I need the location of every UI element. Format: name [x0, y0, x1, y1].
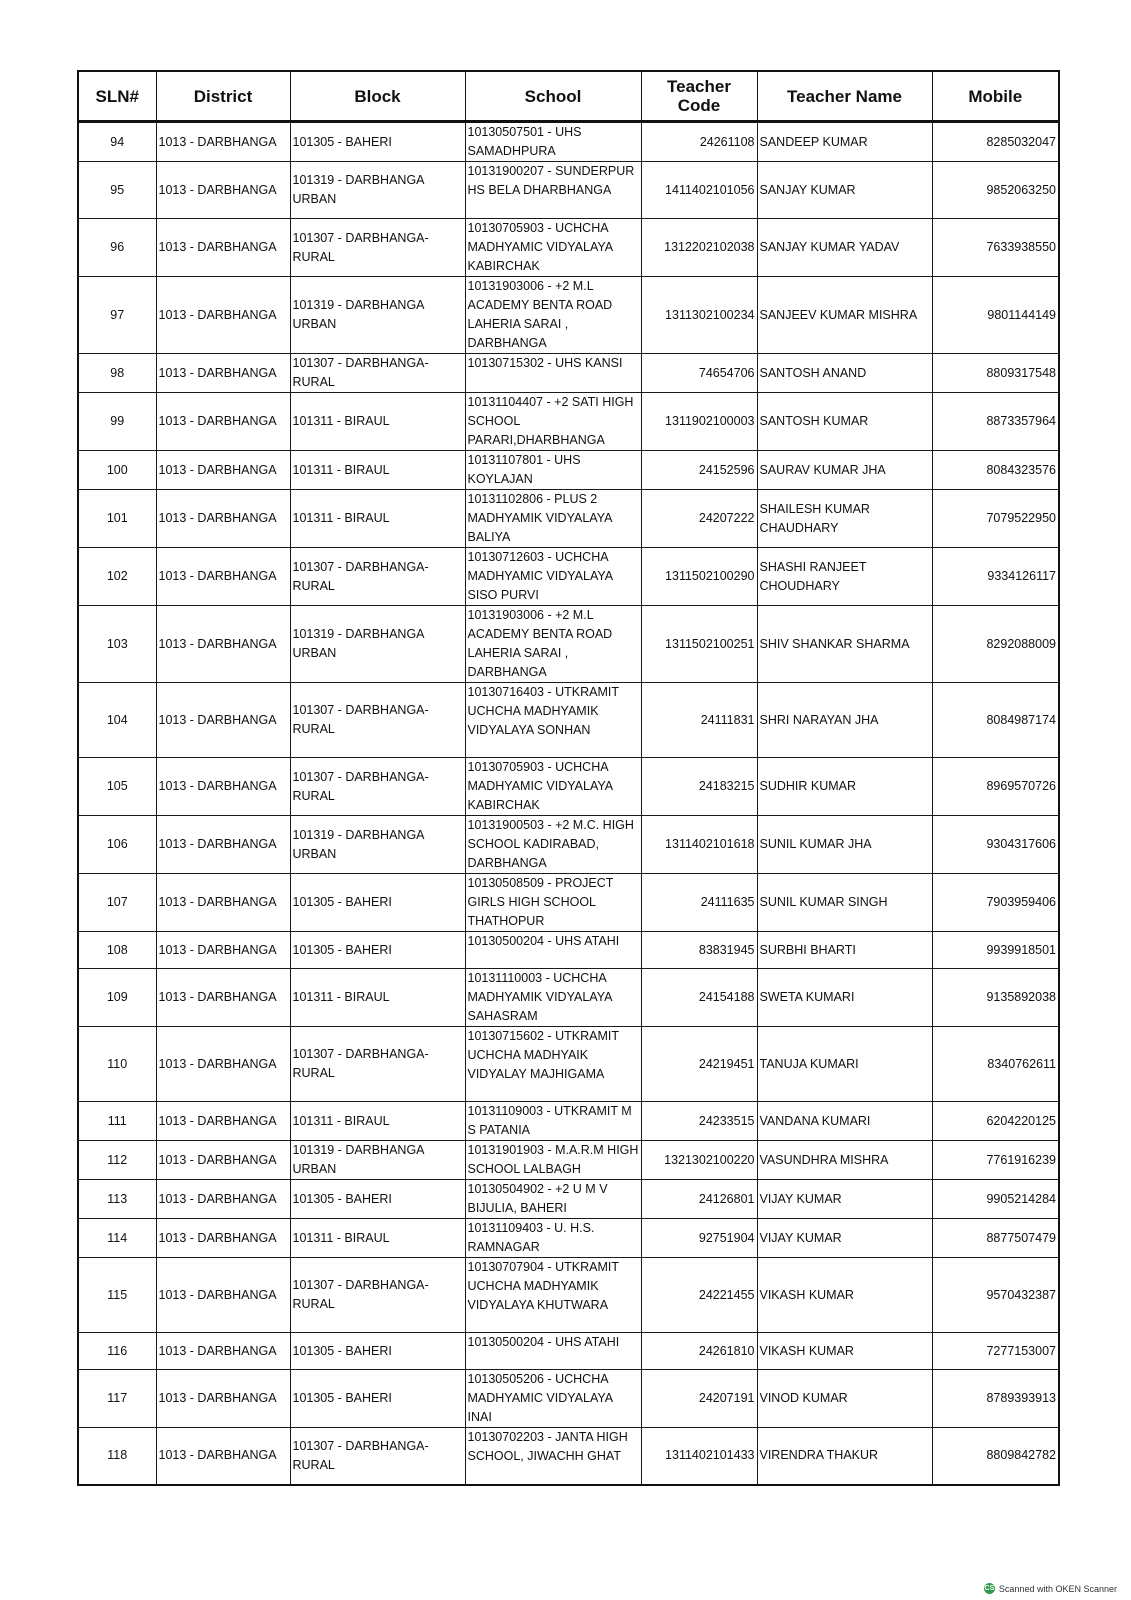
cell-teacher-code: 24233515 — [641, 1102, 757, 1141]
scanner-watermark — [984, 1583, 1117, 1594]
cell-teacher-code: 1312202102038 — [641, 219, 757, 277]
cell-school: 10130702203 - JANTA HIGH SCHOOL, JIWACHH GHAT — [465, 1428, 641, 1485]
cell-teacher-code: 74654706 — [641, 354, 757, 393]
table-row — [78, 1333, 1059, 1370]
table-row — [78, 548, 1059, 606]
cell-school: 10131903006 - +2 M.L ACADEMY BENTA ROAD LAHERIA SARAI , DARBHANGA — [465, 277, 641, 354]
cell-sln: 114 — [78, 1219, 156, 1258]
cell-mobile: 8789393913 — [932, 1370, 1059, 1428]
cell-teacher-name: SANDEEP KUMAR — [757, 122, 932, 162]
cell-block: 101307 - DARBHANGA-RURAL — [290, 219, 465, 277]
cell-teacher-code: 1311402101433 — [641, 1428, 757, 1485]
cell-sln: 111 — [78, 1102, 156, 1141]
col-header-block: Block — [290, 71, 465, 122]
cell-mobile: 8084323576 — [932, 451, 1059, 490]
cell-teacher-code: 1311302100234 — [641, 277, 757, 354]
cell-school: 10131903006 - +2 M.L ACADEMY BENTA ROAD LAHERIA SARAI , DARBHANGA — [465, 606, 641, 683]
cell-teacher-name: SANTOSH KUMAR — [757, 393, 932, 451]
cell-sln: 98 — [78, 354, 156, 393]
table-row — [78, 606, 1059, 683]
cell-sln: 108 — [78, 932, 156, 969]
cell-block: 101307 - DARBHANGA-RURAL — [290, 548, 465, 606]
cell-sln: 110 — [78, 1027, 156, 1102]
table-row — [78, 1027, 1059, 1102]
cell-school: 10131110003 - UCHCHA MADHYAMIK VIDYALAYA SAHASRAM — [465, 969, 641, 1027]
cell-sln: 105 — [78, 758, 156, 816]
table-row — [78, 162, 1059, 219]
cell-district: 1013 - DARBHANGA — [156, 1219, 290, 1258]
cell-mobile: 7277153007 — [932, 1333, 1059, 1370]
cell-block: 101319 - DARBHANGA URBAN — [290, 816, 465, 874]
col-header-sln: SLN# — [78, 71, 156, 122]
cell-teacher-code: 24111635 — [641, 874, 757, 932]
cell-teacher-name: SANJEEV KUMAR MISHRA — [757, 277, 932, 354]
cell-district: 1013 - DARBHANGA — [156, 122, 290, 162]
cell-sln: 102 — [78, 548, 156, 606]
cell-district: 1013 - DARBHANGA — [156, 1102, 290, 1141]
cell-district: 1013 - DARBHANGA — [156, 393, 290, 451]
cell-mobile: 9939918501 — [932, 932, 1059, 969]
cell-sln: 103 — [78, 606, 156, 683]
cell-school: 10130715302 - UHS KANSI — [465, 354, 641, 393]
cell-district: 1013 - DARBHANGA — [156, 162, 290, 219]
cell-school: 10131900207 - SUNDERPUR HS BELA DHARBHANGA — [465, 162, 641, 219]
cell-sln: 118 — [78, 1428, 156, 1485]
cell-block: 101319 - DARBHANGA URBAN — [290, 1141, 465, 1180]
cell-mobile: 9334126117 — [932, 548, 1059, 606]
cell-block: 101307 - DARBHANGA-RURAL — [290, 758, 465, 816]
cell-school: 10130705903 - UCHCHA MADHYAMIC VIDYALAYA KABIRCHAK — [465, 758, 641, 816]
col-header-teacher-name: Teacher Name — [757, 71, 932, 122]
cell-district: 1013 - DARBHANGA — [156, 1333, 290, 1370]
table-row — [78, 1370, 1059, 1428]
cell-school: 10130716403 - UTKRAMIT UCHCHA MADHYAMIK VIDYALAYA SONHAN — [465, 683, 641, 758]
cell-sln: 101 — [78, 490, 156, 548]
header-row — [78, 71, 1059, 122]
cell-teacher-code: 24152596 — [641, 451, 757, 490]
table-row — [78, 1219, 1059, 1258]
cell-block: 101311 - BIRAUL — [290, 969, 465, 1027]
table-row — [78, 1428, 1059, 1485]
cell-mobile: 8340762611 — [932, 1027, 1059, 1102]
table-row — [78, 1258, 1059, 1333]
col-header-teacher-code: Teacher Code — [641, 71, 757, 122]
cell-block: 101305 - BAHERI — [290, 932, 465, 969]
cell-teacher-code: 92751904 — [641, 1219, 757, 1258]
cell-district: 1013 - DARBHANGA — [156, 1258, 290, 1333]
cell-mobile: 8873357964 — [932, 393, 1059, 451]
cell-teacher-code: 1321302100220 — [641, 1141, 757, 1180]
cell-block: 101307 - DARBHANGA-RURAL — [290, 683, 465, 758]
cell-district: 1013 - DARBHANGA — [156, 874, 290, 932]
cell-block: 101311 - BIRAUL — [290, 490, 465, 548]
cell-teacher-name: SHRI NARAYAN JHA — [757, 683, 932, 758]
cell-school: 10131109003 - UTKRAMIT M S PATANIA — [465, 1102, 641, 1141]
col-header-mobile: Mobile — [932, 71, 1059, 122]
cell-mobile: 8877507479 — [932, 1219, 1059, 1258]
cell-mobile: 8084987174 — [932, 683, 1059, 758]
cell-sln: 104 — [78, 683, 156, 758]
cell-district: 1013 - DARBHANGA — [156, 1370, 290, 1428]
cell-school: 10130707904 - UTKRAMIT UCHCHA MADHYAMIK VIDYALAYA KHUTWARA — [465, 1258, 641, 1333]
cell-school: 10131102806 - PLUS 2 MADHYAMIK VIDYALAYA BALIYA — [465, 490, 641, 548]
cell-block: 101305 - BAHERI — [290, 122, 465, 162]
cell-mobile: 7903959406 — [932, 874, 1059, 932]
cell-school: 10131107801 - UHS KOYLAJAN — [465, 451, 641, 490]
cell-district: 1013 - DARBHANGA — [156, 490, 290, 548]
cell-district: 1013 - DARBHANGA — [156, 758, 290, 816]
cell-teacher-name: SURBHI BHARTI — [757, 932, 932, 969]
cell-block: 101311 - BIRAUL — [290, 393, 465, 451]
cell-teacher-code: 24261108 — [641, 122, 757, 162]
cell-mobile: 9905214284 — [932, 1180, 1059, 1219]
cell-school: 10130504902 - +2 U M V BIJULIA, BAHERI — [465, 1180, 641, 1219]
cell-district: 1013 - DARBHANGA — [156, 1428, 290, 1485]
cell-sln: 95 — [78, 162, 156, 219]
cell-teacher-name: VINOD KUMAR — [757, 1370, 932, 1428]
cell-block: 101311 - BIRAUL — [290, 451, 465, 490]
cell-district: 1013 - DARBHANGA — [156, 277, 290, 354]
cell-district: 1013 - DARBHANGA — [156, 451, 290, 490]
cell-mobile: 8809317548 — [932, 354, 1059, 393]
table-body — [78, 122, 1059, 1485]
table-row — [78, 1141, 1059, 1180]
cell-teacher-name: TANUJA KUMARI — [757, 1027, 932, 1102]
cell-teacher-code: 24183215 — [641, 758, 757, 816]
cell-sln: 117 — [78, 1370, 156, 1428]
cell-mobile: 9852063250 — [932, 162, 1059, 219]
cell-mobile: 8969570726 — [932, 758, 1059, 816]
cell-district: 1013 - DARBHANGA — [156, 548, 290, 606]
table-row — [78, 969, 1059, 1027]
cell-mobile: 9570432387 — [932, 1258, 1059, 1333]
cell-school: 10130507501 - UHS SAMADHPURA — [465, 122, 641, 162]
table-row — [78, 874, 1059, 932]
cell-mobile: 8292088009 — [932, 606, 1059, 683]
table-row — [78, 683, 1059, 758]
table-row — [78, 932, 1059, 969]
cell-school: 10130705903 - UCHCHA MADHYAMIC VIDYALAYA KABIRCHAK — [465, 219, 641, 277]
scanner-logo-icon: CS — [984, 1585, 995, 1592]
cell-mobile: 9801144149 — [932, 277, 1059, 354]
cell-block: 101305 - BAHERI — [290, 1180, 465, 1219]
cell-mobile: 7633938550 — [932, 219, 1059, 277]
cell-teacher-code: 24154188 — [641, 969, 757, 1027]
cell-school: 10130500204 - UHS ATAHI — [465, 932, 641, 969]
cell-mobile: 8809842782 — [932, 1428, 1059, 1485]
cell-school: 10130715602 - UTKRAMIT UCHCHA MADHYAIK VIDYALAY MAJHIGAMA — [465, 1027, 641, 1102]
cell-teacher-name: SAURAV KUMAR JHA — [757, 451, 932, 490]
cell-sln: 100 — [78, 451, 156, 490]
cell-teacher-name: VIRENDRA THAKUR — [757, 1428, 932, 1485]
cell-block: 101307 - DARBHANGA-RURAL — [290, 1027, 465, 1102]
cell-teacher-code: 1311402101618 — [641, 816, 757, 874]
cell-mobile: 8285032047 — [932, 122, 1059, 162]
cell-mobile: 9135892038 — [932, 969, 1059, 1027]
col-header-school: School — [465, 71, 641, 122]
cell-school: 10130508509 - PROJECT GIRLS HIGH SCHOOL THATHOPUR — [465, 874, 641, 932]
cell-teacher-name: SANJAY KUMAR YADAV — [757, 219, 932, 277]
cell-teacher-code: 24221455 — [641, 1258, 757, 1333]
cell-teacher-code: 24219451 — [641, 1027, 757, 1102]
cell-school: 10130505206 - UCHCHA MADHYAMIC VIDYALAYA INAI — [465, 1370, 641, 1428]
cell-teacher-name: SHIV SHANKAR SHARMA — [757, 606, 932, 683]
cell-sln: 115 — [78, 1258, 156, 1333]
cell-teacher-code: 1311502100251 — [641, 606, 757, 683]
cell-sln: 97 — [78, 277, 156, 354]
table-row — [78, 393, 1059, 451]
cell-district: 1013 - DARBHANGA — [156, 219, 290, 277]
cell-teacher-name: SUDHIR KUMAR — [757, 758, 932, 816]
cell-block: 101311 - BIRAUL — [290, 1102, 465, 1141]
cell-teacher-name: SANJAY KUMAR — [757, 162, 932, 219]
cell-school: 10131901903 - M.A.R.M HIGH SCHOOL LALBAGH — [465, 1141, 641, 1180]
cell-block: 101305 - BAHERI — [290, 1370, 465, 1428]
cell-district: 1013 - DARBHANGA — [156, 1027, 290, 1102]
cell-mobile: 7761916239 — [932, 1141, 1059, 1180]
cell-district: 1013 - DARBHANGA — [156, 969, 290, 1027]
scanner-text: Scanned with OKEN Scanner — [998, 1583, 1117, 1594]
cell-teacher-name: VASUNDHRA MISHRA — [757, 1141, 932, 1180]
cell-teacher-code: 24126801 — [641, 1180, 757, 1219]
cell-teacher-name: SANTOSH ANAND — [757, 354, 932, 393]
table-row — [78, 277, 1059, 354]
cell-sln: 116 — [78, 1333, 156, 1370]
cell-mobile: 7079522950 — [932, 490, 1059, 548]
cell-sln: 109 — [78, 969, 156, 1027]
table-row — [78, 758, 1059, 816]
cell-district: 1013 - DARBHANGA — [156, 1180, 290, 1219]
table-row — [78, 122, 1059, 162]
cell-school: 10131900503 - +2 M.C. HIGH SCHOOL KADIRABAD, DARBHANGA — [465, 816, 641, 874]
cell-block: 101319 - DARBHANGA URBAN — [290, 277, 465, 354]
cell-teacher-code: 1411402101056 — [641, 162, 757, 219]
cell-teacher-name: SHASHI RANJEET CHOUDHARY — [757, 548, 932, 606]
cell-school: 10130712603 - UCHCHA MADHYAMIC VIDYALAYA SISO PURVI — [465, 548, 641, 606]
cell-mobile: 6204220125 — [932, 1102, 1059, 1141]
cell-sln: 113 — [78, 1180, 156, 1219]
cell-teacher-name: SUNIL KUMAR SINGH — [757, 874, 932, 932]
cell-district: 1013 - DARBHANGA — [156, 816, 290, 874]
table-row — [78, 490, 1059, 548]
teacher-table — [77, 70, 1060, 1486]
cell-school: 10131109403 - U. H.S. RAMNAGAR — [465, 1219, 641, 1258]
cell-teacher-name: VIKASH KUMAR — [757, 1333, 932, 1370]
cell-teacher-name: VANDANA KUMARI — [757, 1102, 932, 1141]
cell-teacher-name: SUNIL KUMAR JHA — [757, 816, 932, 874]
cell-teacher-code: 24207222 — [641, 490, 757, 548]
cell-district: 1013 - DARBHANGA — [156, 606, 290, 683]
table-row — [78, 816, 1059, 874]
cell-block: 101311 - BIRAUL — [290, 1219, 465, 1258]
teacher-list-sheet — [77, 70, 1058, 1486]
cell-school: 10131104407 - +2 SATI HIGH SCHOOL PARARI,DHARBHANGA — [465, 393, 641, 451]
cell-sln: 96 — [78, 219, 156, 277]
cell-block: 101307 - DARBHANGA-RURAL — [290, 1258, 465, 1333]
cell-district: 1013 - DARBHANGA — [156, 932, 290, 969]
cell-district: 1013 - DARBHANGA — [156, 354, 290, 393]
cell-district: 1013 - DARBHANGA — [156, 1141, 290, 1180]
table-row — [78, 1102, 1059, 1141]
cell-sln: 94 — [78, 122, 156, 162]
cell-block: 101307 - DARBHANGA-RURAL — [290, 354, 465, 393]
cell-block: 101319 - DARBHANGA URBAN — [290, 162, 465, 219]
cell-teacher-name: SWETA KUMARI — [757, 969, 932, 1027]
cell-sln: 99 — [78, 393, 156, 451]
cell-district: 1013 - DARBHANGA — [156, 683, 290, 758]
cell-school: 10130500204 - UHS ATAHI — [465, 1333, 641, 1370]
cell-teacher-code: 24111831 — [641, 683, 757, 758]
cell-teacher-name: VIJAY KUMAR — [757, 1219, 932, 1258]
cell-teacher-name: VIKASH KUMAR — [757, 1258, 932, 1333]
table-row — [78, 1180, 1059, 1219]
table-row — [78, 219, 1059, 277]
cell-mobile: 9304317606 — [932, 816, 1059, 874]
table-row — [78, 354, 1059, 393]
col-header-district: District — [156, 71, 290, 122]
table-row — [78, 451, 1059, 490]
cell-sln: 107 — [78, 874, 156, 932]
cell-sln: 112 — [78, 1141, 156, 1180]
cell-teacher-code: 24261810 — [641, 1333, 757, 1370]
cell-teacher-name: SHAILESH KUMAR CHAUDHARY — [757, 490, 932, 548]
cell-block: 101305 - BAHERI — [290, 874, 465, 932]
cell-teacher-code: 24207191 — [641, 1370, 757, 1428]
cell-teacher-code: 1311902100003 — [641, 393, 757, 451]
cell-sln: 106 — [78, 816, 156, 874]
cell-block: 101319 - DARBHANGA URBAN — [290, 606, 465, 683]
cell-block: 101307 - DARBHANGA-RURAL — [290, 1428, 465, 1485]
cell-block: 101305 - BAHERI — [290, 1333, 465, 1370]
cell-teacher-code: 83831945 — [641, 932, 757, 969]
cell-teacher-name: VIJAY KUMAR — [757, 1180, 932, 1219]
cell-teacher-code: 1311502100290 — [641, 548, 757, 606]
